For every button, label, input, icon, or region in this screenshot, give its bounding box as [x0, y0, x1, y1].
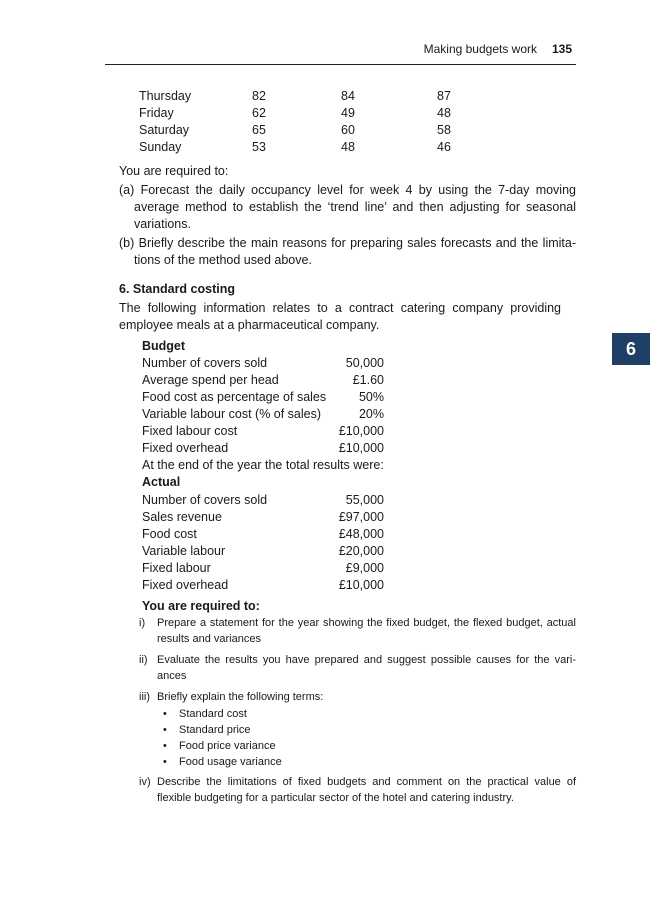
bullet-dot-icon: •	[163, 740, 167, 752]
requirement-text: Evaluate the results you have prepared and suggest possible causes for the vari-ances	[157, 654, 576, 682]
requirement-label: i)	[139, 617, 146, 629]
actual-label: Number of covers sold	[142, 493, 268, 507]
budget-label: Number of covers sold	[142, 356, 268, 370]
actual-value: £97,000	[338, 510, 384, 524]
requirement-text: Prepare a statement for the year showing the fixed budget, the flexed budget, actual results and variances	[157, 617, 576, 645]
budget-heading: Budget	[142, 339, 186, 353]
term-text: Standard cost	[179, 708, 247, 720]
actual-label: Fixed labour	[142, 561, 211, 575]
actual-label: Sales revenue	[142, 510, 222, 524]
budget-value: 20%	[358, 407, 384, 421]
budget-label: Variable labour cost (% of sales)	[142, 407, 322, 421]
occupancy-value: 65	[252, 123, 266, 137]
requirement-label: iv)	[139, 776, 151, 788]
chapter-tab: 6	[612, 333, 650, 365]
budget-value: £10,000	[338, 441, 384, 455]
bullet-dot-icon: •	[163, 756, 167, 768]
occupancy-value: 84	[341, 89, 355, 103]
term-text: Standard price	[179, 724, 251, 736]
section-heading: 6. Standard costing	[119, 282, 235, 296]
requirement-item	[139, 774, 576, 808]
actual-heading: Actual	[142, 475, 181, 489]
actual-label: Food cost	[142, 527, 197, 541]
occupancy-value: 87	[437, 89, 451, 103]
occupancy-day: Thursday	[139, 89, 192, 103]
running-header	[0, 40, 650, 60]
occupancy-value: 82	[252, 89, 266, 103]
occupancy-value: 62	[252, 106, 266, 120]
requirement-label: ii)	[139, 654, 148, 666]
requirement-text: Describe the limitations of fixed budgets and comment on the practical value of flexible budgeting for a particular sector of the hotel and catering industry.	[157, 776, 576, 804]
term-text: Food price variance	[179, 740, 276, 752]
occupancy-day: Saturday	[139, 123, 190, 137]
budget-label: Fixed labour cost	[142, 424, 238, 438]
budget-label: Fixed overhead	[142, 441, 229, 455]
requirement-item	[139, 689, 576, 705]
actual-value: £48,000	[338, 527, 384, 541]
occupancy-value: 48	[341, 140, 355, 154]
occupancy-day: Friday	[139, 106, 174, 120]
running-header-title: Making budgets work	[423, 42, 537, 56]
actual-value: £9,000	[345, 561, 384, 575]
actual-label: Fixed overhead	[142, 578, 229, 592]
requirement-text: Briefly explain the following terms:	[157, 691, 324, 703]
occupancy-value: 49	[341, 106, 355, 120]
actual-value: £10,000	[338, 578, 384, 592]
occupancy-value: 48	[437, 106, 451, 120]
actual-value: £20,000	[338, 544, 384, 558]
occupancy-value: 60	[341, 123, 355, 137]
budget-value: £1.60	[352, 373, 384, 387]
budget-value: 50%	[358, 390, 384, 404]
requirement-label: iii)	[139, 691, 150, 703]
bullet-dot-icon: •	[163, 724, 167, 736]
page-number: 135	[551, 42, 572, 56]
actual-value: 55,000	[345, 493, 384, 507]
required-intro: You are required to:	[119, 164, 229, 178]
occupancy-value: 46	[437, 140, 451, 154]
occupancy-value: 53	[252, 140, 266, 154]
header-rule	[105, 64, 576, 65]
term-text: Food usage variance	[179, 756, 282, 768]
requirement-item	[139, 615, 576, 649]
budget-label: Food cost as percentage of sales	[142, 390, 327, 404]
bullet-dot-icon: •	[163, 708, 167, 720]
requirement-item	[139, 652, 576, 686]
question-a: (a) Forecast the daily occupancy level for week 4 by using the 7-day moving average method to establish the ‘trend line’ and then adjusting for seasonal variations.	[119, 183, 576, 231]
budget-label: Average spend per head	[142, 373, 279, 387]
occupancy-day: Sunday	[139, 140, 182, 154]
actual-label: Variable labour	[142, 544, 226, 558]
occupancy-value: 58	[437, 123, 451, 137]
required-heading: You are required to:	[142, 599, 260, 613]
budget-value: £10,000	[338, 424, 384, 438]
question-b: (b) Briefly describe the main reasons for preparing sales forecasts and the limita-tions of the method used above.	[119, 236, 576, 267]
year-end-text: At the end of the year the total results were:	[142, 458, 384, 472]
budget-value: 50,000	[345, 356, 384, 370]
section-intro: The following information relates to a contract catering company providing employee meals at a pharmaceutical company.	[119, 301, 561, 332]
